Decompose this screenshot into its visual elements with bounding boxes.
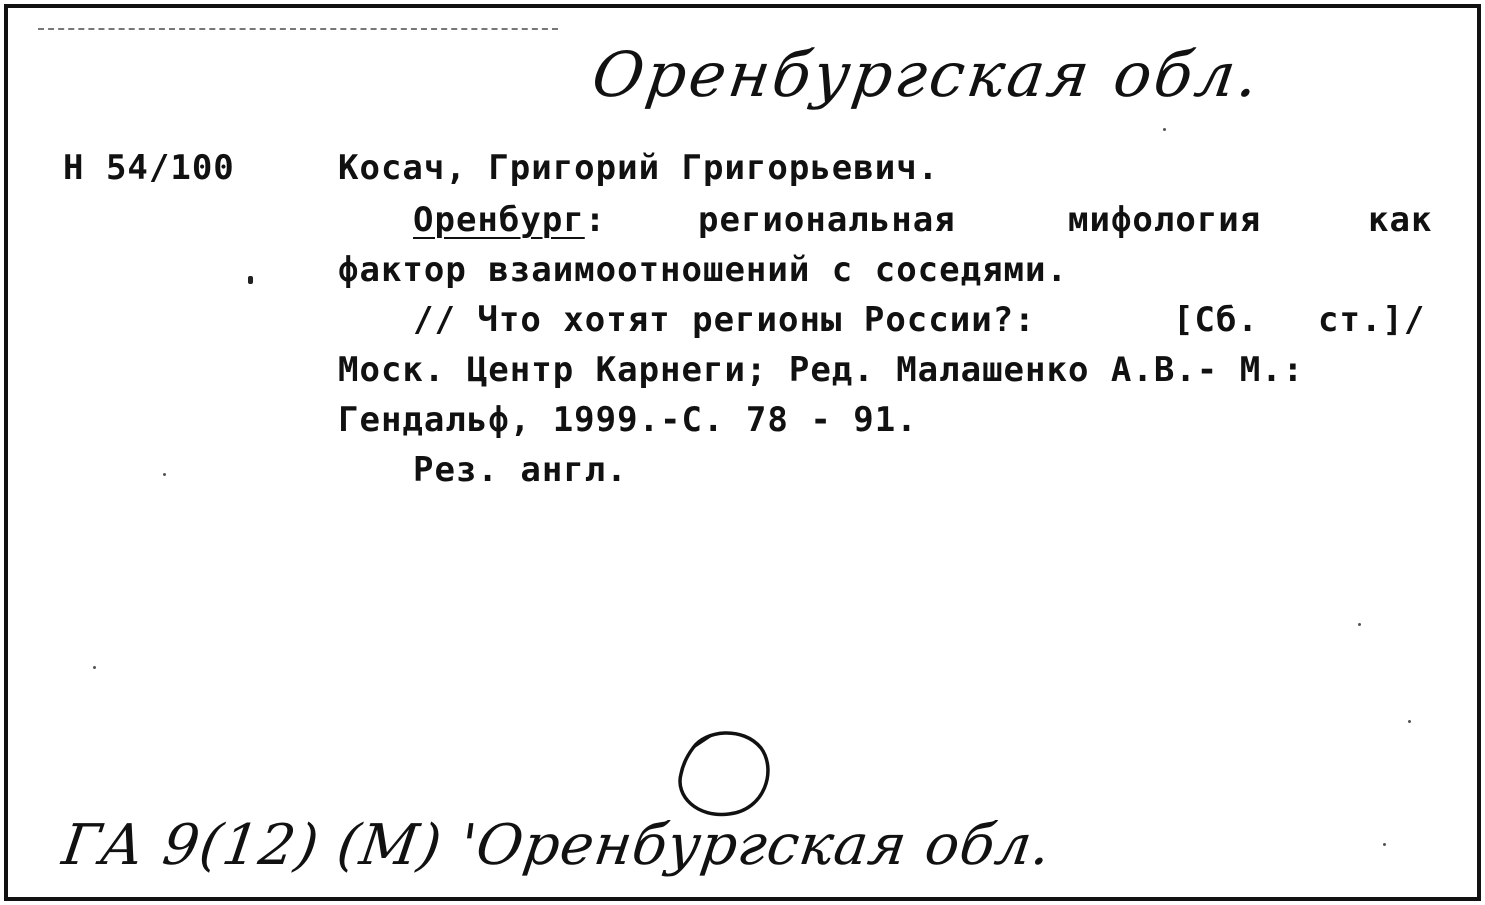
publisher-line-1: Моск. Центр Карнеги; Ред. Малашенко А.В.- М.: — [338, 350, 1305, 390]
speck — [1408, 720, 1411, 723]
author-name: Косач, Григорий Григорьевич. — [338, 148, 940, 188]
speck — [1163, 128, 1166, 131]
handwritten-footer: ГА 9(12) (М) 'Оренбургская обл. — [58, 813, 1056, 878]
speck — [1358, 623, 1361, 626]
speck — [1383, 843, 1386, 846]
title-line-2: фактор взаимоотношений с соседями. — [338, 250, 1068, 290]
title-word-regional: региональная — [698, 200, 956, 240]
speck — [93, 666, 96, 669]
catalog-card — [4, 4, 1481, 901]
speck — [163, 473, 166, 476]
publisher-line-2: Гендальф, 1999.-С. 78 - 91. — [338, 400, 918, 440]
title-underlined-word: Оренбург — [413, 200, 585, 240]
series-type-a: [Сб. — [1173, 300, 1259, 340]
summary-note: Рез. англ. — [413, 450, 628, 490]
call-number: Н 54/100 — [63, 148, 235, 188]
margin-mark — [248, 276, 253, 284]
title-word-mythology: мифология — [1068, 200, 1262, 240]
handwritten-header: Оренбургская обл. — [587, 38, 1266, 111]
series-type-b: ст.]/ — [1318, 300, 1426, 340]
top-dashed-line — [38, 28, 558, 30]
punch-hole — [673, 726, 771, 818]
title-word-as: как — [1368, 200, 1433, 240]
title-line-1-start — [413, 200, 606, 240]
series-title: // Что хотят регионы России?: — [413, 300, 1036, 340]
title-colon: : — [584, 200, 607, 240]
